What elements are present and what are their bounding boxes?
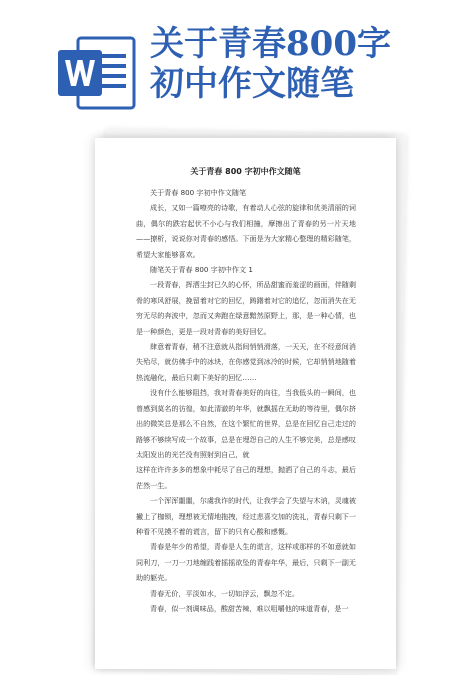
document-page	[95, 138, 396, 669]
document-paragraph: 成长，又如一篇嘹亮的诗歌，有着动人心弦的旋律和优美清丽的词曲，偶尔的跌宕起伏不小心与我们相撞，摩擦出了青春的另一片天地——撩析，说说你对青春的感悟。下面是为大家精心整理的精彩随笔，希望大家能够喜欢。	[136, 203, 356, 259]
word-document-icon	[56, 36, 136, 110]
document-paragraph: 青春，似一剂调味品，酸甜苦辣，难以咀嚼他的味道青春，是一	[150, 603, 349, 613]
document-paragraph: 青春是年少的希望，青春是人生的谎言，这样或那样的不如意就如同利刀，一刀一刀地缠践着摇摇欲坠的青春年华，最后，只剩下一副无助的躯壳。	[136, 542, 356, 583]
document-paragraph: 一个浑浑噩噩，尔虞我诈的时代，让我学会了失望与木讷，灵魂被撇上了枷锁，理想被无情地拖拽，经过悲喜交加的洗礼，青春只剩下一种看不见摸不着的谎言，留下的只有心酸和感慨。	[136, 496, 356, 536]
document-paragraph: 肆意着青春，稍不注意就从指间悄悄滑落，一天天，在不经意间消失殆尽，就仿佛手中的冰块，在你感觉到冰冷的时候，它却悄悄地随着热流融化，最后只剩下美好的回忆……	[136, 342, 356, 382]
document-paragraph: 这样在许许多多的想象中耗尽了自己的理想，抛洒了自己的斗志，最后茫然一生。	[136, 465, 356, 490]
document-title: 关于青春 800 字初中作文随笔	[190, 167, 301, 176]
page-title	[150, 24, 470, 104]
document-paragraph: 青春无价，平淡如水，一切如浮云，飘忽不定。	[150, 588, 299, 598]
document-paragraph: 随笔关于青春 800 字初中作文 1	[150, 265, 253, 275]
header-banner	[0, 0, 474, 128]
page-title-line-2: 初中作文随笔	[150, 64, 354, 104]
document-paragraph: 没有什么能够阻挡，我对青春美好的向往，当我低头的一瞬间，也曾感到莫名的彷徨，如此清澈的年华，就飘摇在无助的等待里，偶尔挤出的微笑总是那么不自然，在这个繁忙的世界，总是在回忆自己走过的路够不够续写成一个故事，总是在埋怨自己的人生不够完美，总是感叹太阳发出的光芒没有照射到自己，就	[136, 388, 356, 459]
document-paragraph: 一段青春，挥洒尘封已久的心怀，所品甜蜜而羞涩的画面，伴随剩骨的寒风舒展，挽留着对它的回忆，踌躇着对它的追忆，忽而消失在无穷无尽的奔波中，忽而又奔跑在绿意黯然原野上，那，是一种心情，也是一种颜色，更是一段对青春的美好回忆。	[136, 280, 356, 336]
document-paragraph: 关于青春 800 字初中作文随笔	[150, 188, 247, 197]
page-title-line-1: 关于青春800字	[150, 24, 391, 64]
document-body	[136, 185, 356, 616]
